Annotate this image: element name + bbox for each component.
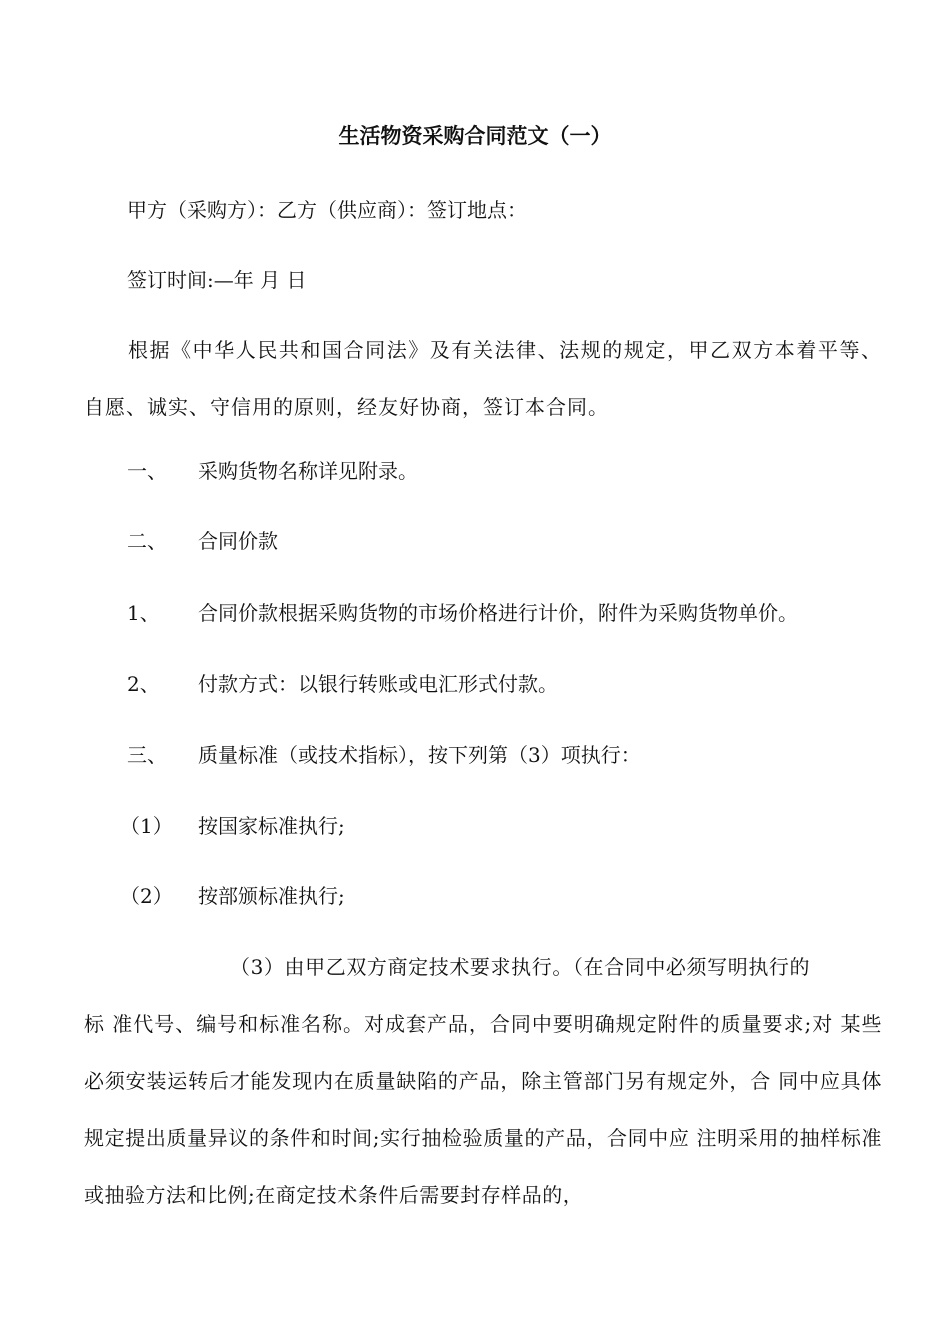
- clause-text: 质量标准（或技术指标），按下列第（3）项执行：: [198, 743, 641, 767]
- clause-3-paragraph: 标 准代号、编号和标准名称。对成套产品，合同中要明确规定附件的质量要求;对 某些必须安装运转后才能发现内在质量缺陷的产品，除主管部门另有规定外，合 同中应具体规定提出质量异议的条件和时间;实行抽检验质量的产品，合同中应 注明采用的抽样标准或抽验方法和比例;在商定技术条件后需要封存样品的，: [84, 1012, 882, 1207]
- clause-text: 合同价款: [198, 529, 278, 553]
- signing-date-line: 签订时间:—年 月 日: [127, 268, 307, 292]
- clause-3-first-line: （3）由甲乙双方商定技术要求执行。（在合同中必须写明执行的: [230, 955, 811, 979]
- clause-number: 2、: [127, 672, 160, 696]
- clause-number: 二、: [127, 529, 167, 553]
- preamble-paragraph: 根据《中华人民共和国合同法》及有关法律、法规的规定，甲乙双方本着平等、自愿、诚实、守信用的原则，经友好协商，签订本合同。: [84, 338, 882, 419]
- clause-text: 付款方式：以银行转账或电汇形式付款。: [198, 672, 558, 696]
- clause-number: 1、: [127, 601, 160, 625]
- document-title: 生活物资采购合同范文（一）: [338, 124, 612, 148]
- parties-line: 甲方（采购方）：乙方（供应商）：签订地点：: [127, 198, 527, 222]
- clause-text: 合同价款根据采购货物的市场价格进行计价，附件为采购货物单价。: [198, 601, 798, 625]
- clause-number: 一、: [127, 459, 167, 483]
- clause-text: 按国家标准执行;: [198, 814, 345, 838]
- clause-number: 三、: [127, 743, 167, 767]
- clause-text: 按部颁标准执行;: [198, 884, 345, 908]
- clause-number: （2）: [120, 884, 173, 908]
- clause-number: （1）: [120, 814, 173, 838]
- clause-text: 采购货物名称详见附录。: [198, 459, 418, 483]
